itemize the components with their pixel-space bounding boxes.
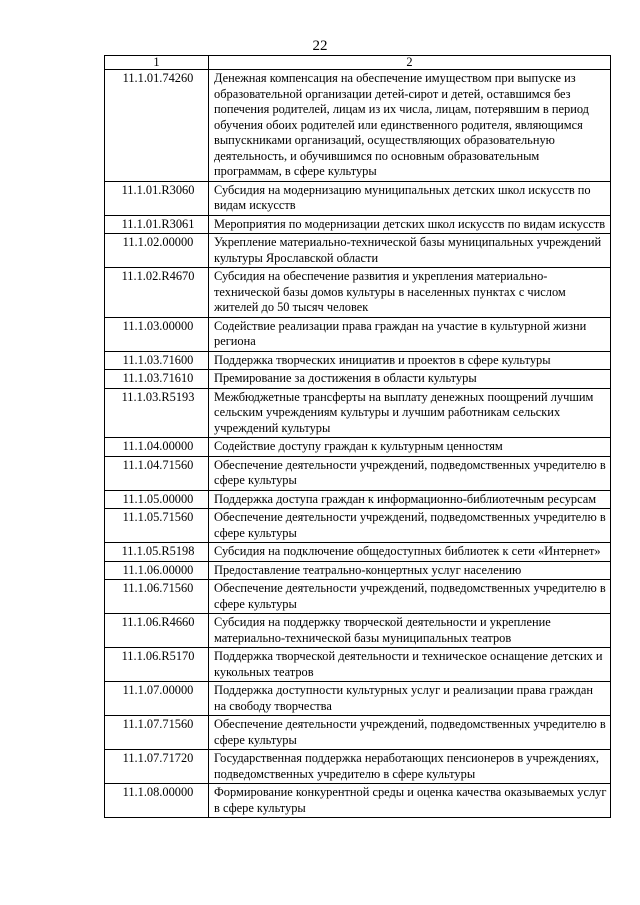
row-description-cell: Обеспечение деятельности учреждений, подведомственных учредителю в сфере культуры — [209, 456, 611, 490]
budget-codes-table — [104, 55, 611, 818]
row-description-cell: Премирование за достижения в области культуры — [209, 370, 611, 389]
row-description-cell: Обеспечение деятельности учреждений, подведомственных учредителю в сфере культуры — [209, 716, 611, 750]
row-code-cell: 11.1.01.R3060 — [105, 181, 209, 215]
row-code-cell: 11.1.07.00000 — [105, 682, 209, 716]
row-description-cell: Содействие доступу граждан к культурным ценностям — [209, 438, 611, 457]
row-description-cell: Обеспечение деятельности учреждений, подведомственных учредителю в сфере культуры — [209, 580, 611, 614]
table-row — [105, 750, 611, 784]
row-code-cell: 11.1.05.00000 — [105, 490, 209, 509]
row-code-cell: 11.1.03.00000 — [105, 317, 209, 351]
table-row — [105, 716, 611, 750]
table-row — [105, 561, 611, 580]
table-body — [105, 70, 611, 818]
row-description-cell: Поддержка творческой деятельности и техническое оснащение детских и кукольных театров — [209, 648, 611, 682]
row-description-cell: Денежная компенсация на обеспечение имуществом при выпуске из образовательной организации детей-сирот и детей, оставшимся без попечения родителей, лицам из их числа, лицам, потерявшим в период обучения обоих родителей или единственного родителя, являющимся выпускниками организаций, осуществляющих образовательную деятельность, и обучившимся по основным образовательным программам, в сфере культуры — [209, 70, 611, 182]
table-row — [105, 268, 611, 318]
row-code-cell: 11.1.03.R5193 — [105, 388, 209, 438]
row-description-cell: Субсидия на подключение общедоступных библиотек к сети «Интернет» — [209, 543, 611, 562]
table-row — [105, 682, 611, 716]
row-code-cell: 11.1.06.71560 — [105, 580, 209, 614]
table-row — [105, 543, 611, 562]
table-row — [105, 580, 611, 614]
row-description-cell: Субсидия на поддержку творческой деятельности и укрепление материально-технической базы муниципальных театров — [209, 614, 611, 648]
row-code-cell: 11.1.04.71560 — [105, 456, 209, 490]
table-row — [105, 215, 611, 234]
row-code-cell: 11.1.02.R4670 — [105, 268, 209, 318]
table-row — [105, 388, 611, 438]
row-code-cell: 11.1.06.R5170 — [105, 648, 209, 682]
row-code-cell: 11.1.01.R3061 — [105, 215, 209, 234]
row-code-cell: 11.1.07.71720 — [105, 750, 209, 784]
row-description-cell: Мероприятия по модернизации детских школ искусств по видам искусств — [209, 215, 611, 234]
table-row — [105, 784, 611, 818]
table-row — [105, 351, 611, 370]
row-description-cell: Содействие реализации права граждан на участие в культурной жизни региона — [209, 317, 611, 351]
row-code-cell: 11.1.03.71610 — [105, 370, 209, 389]
table-row — [105, 648, 611, 682]
row-description-cell: Предоставление театрально-концертных услуг населению — [209, 561, 611, 580]
table-row — [105, 456, 611, 490]
table-row — [105, 614, 611, 648]
row-description-cell: Укрепление материально-технической базы муниципальных учреждений культуры Ярославской области — [209, 234, 611, 268]
table-header-row — [105, 56, 611, 70]
table-row — [105, 317, 611, 351]
table-row — [105, 509, 611, 543]
row-description-cell: Обеспечение деятельности учреждений, подведомственных учредителю в сфере культуры — [209, 509, 611, 543]
table-row — [105, 234, 611, 268]
page-number: 22 — [312, 38, 328, 54]
column-header-code: 1 — [105, 56, 209, 70]
row-description-cell: Поддержка доступа граждан к информационно-библиотечным ресурсам — [209, 490, 611, 509]
column-header-description: 2 — [209, 56, 611, 70]
row-description-cell: Формирование конкурентной среды и оценка качества оказываемых услуг в сфере культуры — [209, 784, 611, 818]
table-row — [105, 490, 611, 509]
row-code-cell: 11.1.06.R4660 — [105, 614, 209, 648]
row-code-cell: 11.1.02.00000 — [105, 234, 209, 268]
row-description-cell: Межбюджетные трансферты на выплату денежных поощрений лучшим сельским учреждениям культуры и лучшим работникам сельских учреждений культуры — [209, 388, 611, 438]
table-row — [105, 181, 611, 215]
row-code-cell: 11.1.08.00000 — [105, 784, 209, 818]
row-description-cell: Государственная поддержка неработающих пенсионеров в учреждениях, подведомственных учредителю в сфере культуры — [209, 750, 611, 784]
row-description-cell: Субсидия на обеспечение развития и укрепления материально-технической базы домов культуры в населенных пунктах с числом жителей до 50 тысяч человек — [209, 268, 611, 318]
row-description-cell: Поддержка доступности культурных услуг и реализации права граждан на свободу творчества — [209, 682, 611, 716]
row-code-cell: 11.1.04.00000 — [105, 438, 209, 457]
table-row — [105, 438, 611, 457]
row-code-cell: 11.1.05.71560 — [105, 509, 209, 543]
row-code-cell: 11.1.07.71560 — [105, 716, 209, 750]
row-code-cell: 11.1.05.R5198 — [105, 543, 209, 562]
row-description-cell: Субсидия на модернизацию муниципальных детских школ искусств по видам искусств — [209, 181, 611, 215]
row-code-cell: 11.1.03.71600 — [105, 351, 209, 370]
table-row — [105, 370, 611, 389]
table-row — [105, 70, 611, 182]
row-code-cell: 11.1.06.00000 — [105, 561, 209, 580]
row-code-cell: 11.1.01.74260 — [105, 70, 209, 182]
row-description-cell: Поддержка творческих инициатив и проектов в сфере культуры — [209, 351, 611, 370]
